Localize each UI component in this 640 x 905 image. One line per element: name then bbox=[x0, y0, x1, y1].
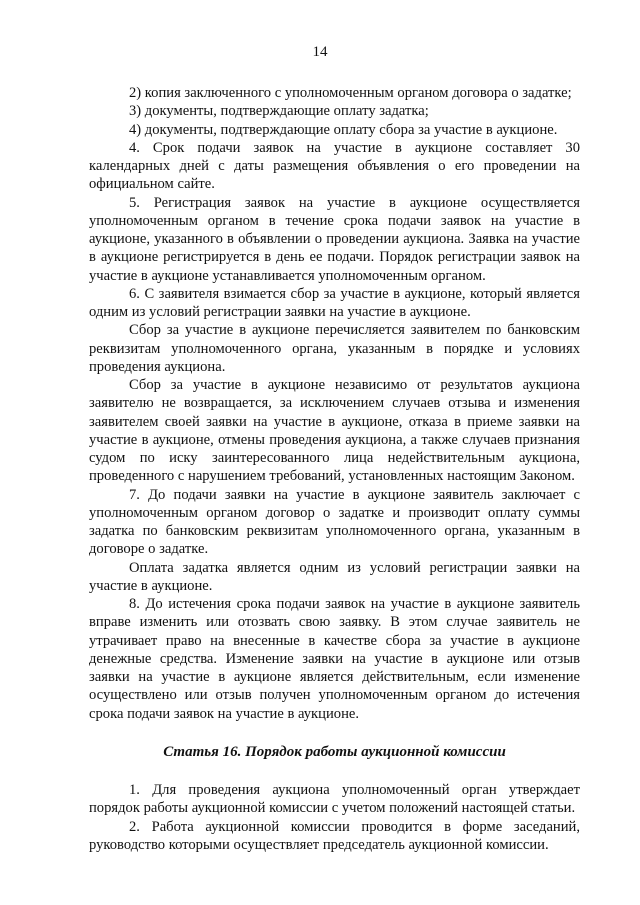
paragraph: 4) документы, подтверждающие оплату сбора за участие в аукционе. bbox=[129, 121, 558, 138]
paragraph: 6. С заявителя взимается сбор за участие в аукционе, который является одним из условий регистрации заявки на участие в аукционе. bbox=[89, 285, 580, 320]
paragraph: 5. Регистрация заявок на участие в аукционе осуществляется уполномоченным органом в течение срока подачи заявок на участие в аукционе, указанного в объявлении о проведении аукциона. Заявка на участие в аукционе регистрируется в день ее подачи. Порядок регистрации заявок на участие в аукционе устанавливается уполномоченным органом. bbox=[89, 194, 580, 284]
paragraph: 1. Для проведения аукциона уполномоченный орган утверждает порядок работы аукционной комиссии с учетом положений настоящей статьи. bbox=[89, 782, 580, 817]
article-body bbox=[89, 84, 580, 854]
paragraph: 7. До подачи заявки на участие в аукционе заявитель заключает с уполномоченным органом договор о задатке и производит оплату суммы задатка по банковским реквизитам уполномоченного органа, указанным в договоре о задатке. bbox=[89, 486, 580, 558]
paragraph: 8. До истечения срока подачи заявок на участие в аукционе заявитель вправе изменить или отозвать свою заявку. В этом случае заявитель не утрачивает право на внесенные в качестве сбора за участие в аукционе денежные средства. Изменение заявки на участие в аукционе или отзыв заявки на участие в аукционе является действительным, если изменение осуществлено или отзыв получен уполномоченным органом до истечения срока подачи заявок на участие в аукционе. bbox=[89, 596, 580, 722]
paragraph: Сбор за участие в аукционе независимо от результатов аукциона заявителю не возвращается, за исключением случаев отзыва и изменения заявителем своей заявки на участие в аукционе, отказа в приеме заявки на участие в аукционе, отмены проведения аукциона, а также случаев признания судом по иску заинтересованного лица недействительным аукциона, проведенного с нарушением требований, установленных настоящим Законом. bbox=[89, 377, 580, 485]
page-number: 14 bbox=[312, 44, 328, 60]
paragraph: Сбор за участие в аукционе перечисляется заявителем по банковским реквизитам уполномоченного органа, указанным в порядке и условиях проведения аукциона. bbox=[89, 322, 580, 375]
paragraph: 3) документы, подтверждающие оплату задатка; bbox=[129, 103, 429, 120]
paragraph: 4. Срок подачи заявок на участие в аукционе составляет 30 календарных дней с даты размещения объявления о его проведении на официальном сайте. bbox=[89, 139, 580, 193]
paragraph: Оплата задатка является одним из условий регистрации заявки на участие в аукционе. bbox=[89, 559, 580, 594]
paragraph: 2) копия заключенного с уполномоченным органом договора о задатке; bbox=[129, 85, 572, 101]
article-heading: Статья 16. Порядок работы аукционной комиссии bbox=[163, 743, 506, 760]
paragraph: 2. Работа аукционной комиссии проводится в форме заседаний, руководство которыми осуществляет председатель аукционной комиссии. bbox=[89, 818, 580, 853]
